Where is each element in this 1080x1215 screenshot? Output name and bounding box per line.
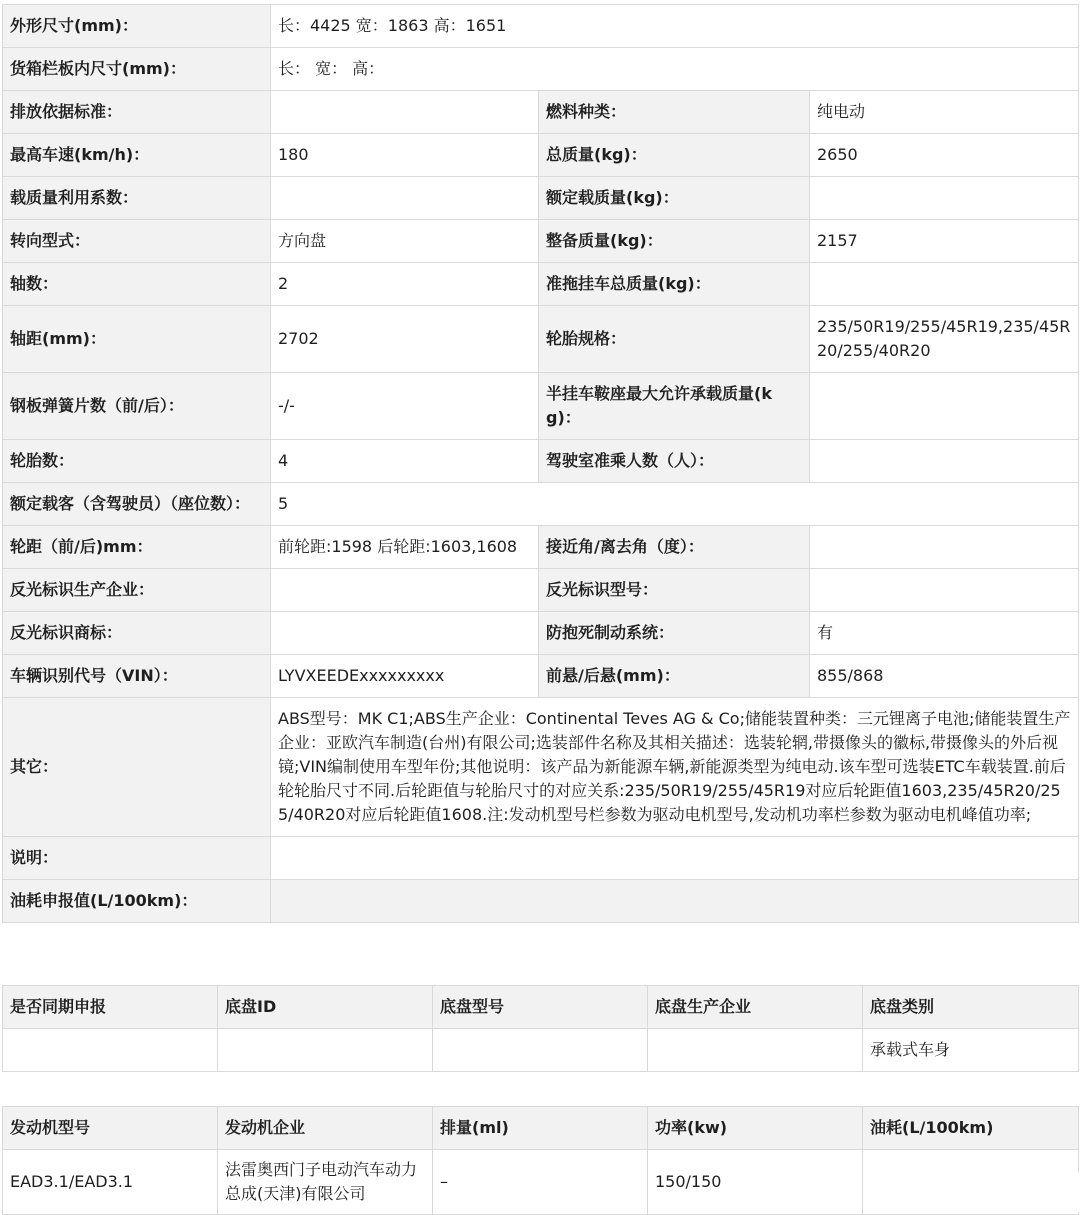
cab-occupants-label: 驾驶室准乘人数（人）： <box>539 440 810 483</box>
spec-row-tires <box>3 440 1079 483</box>
reflector-brand-value <box>271 612 539 655</box>
dimensions-label: 外形尺寸(mm)： <box>3 5 271 48</box>
reflector-model-label: 反光标识型号： <box>539 569 810 612</box>
engine-cell <box>863 1150 1079 1215</box>
chassis-header-cell: 底盘类别 <box>863 986 1079 1029</box>
spec-row-dimensions <box>3 5 1079 48</box>
spec-row-note <box>3 837 1079 880</box>
rated-load-label: 额定载质量(kg)： <box>539 177 810 220</box>
engine-cell: EAD3.1/EAD3.1 <box>3 1150 218 1215</box>
approach-angle-value <box>810 526 1079 569</box>
chassis-cell: 承载式车身 <box>863 1029 1079 1072</box>
spec-row-load <box>3 177 1079 220</box>
engine-header-cell: 功率(kw) <box>648 1107 863 1150</box>
spec-row-reflector-brand <box>3 612 1079 655</box>
curb-mass-value: 2157 <box>810 220 1079 263</box>
engine-header-cell: 发动机型号 <box>3 1107 218 1150</box>
spec-row-other <box>3 698 1079 837</box>
spec-row-track <box>3 526 1079 569</box>
track-width-label: 轮距（前/后)mm： <box>3 526 271 569</box>
vin-label: 车辆识别代号（VIN）： <box>3 655 271 698</box>
axles-value: 2 <box>271 263 539 306</box>
chassis-table <box>2 985 1079 1072</box>
other-value: ABS型号：MK C1;ABS生产企业：Continental Teves AG & Co;储能装置种类：三元锂离子电池;储能装置生产企业：亚欧汽车制造(台州)有限公司;选装部件名称及其相关描述：选装轮辋,带摄像头的徽标,带摄像头的外后视镜;VIN编制使用车型年份;其他说明：该产品为新能源车辆,新能源类型为纯电动.该车型可选装ETC车载装置.前后轮轮胎尺寸不同.后轮距值与轮胎尺寸的对应关系:235/50R19/255/45R19对应后轮距值1603,235/45R20/255/40R20对应后轮距值1608.注:发动机型号栏参数为驱动电机型号,发动机功率栏参数为驱动电机峰值功率; <box>271 698 1079 837</box>
other-label: 其它： <box>3 698 271 837</box>
chassis-cell <box>3 1029 218 1072</box>
chassis-header-cell: 底盘ID <box>218 986 433 1029</box>
overhang-value: 855/868 <box>810 655 1079 698</box>
engine-header-row <box>3 1107 1079 1150</box>
saddle-load-label: 半挂车鞍座最大允许承载质量(kg)： <box>539 373 810 440</box>
wheelbase-label: 轴距(mm)： <box>3 306 271 373</box>
tire-spec-label: 轮胎规格： <box>539 306 810 373</box>
cab-occupants-value <box>810 440 1079 483</box>
leaf-spring-value: -/- <box>271 373 539 440</box>
spec-row-reflector-maker <box>3 569 1079 612</box>
chassis-header-cell: 底盘生产企业 <box>648 986 863 1029</box>
chassis-data-row <box>3 1029 1079 1072</box>
spec-row-speed <box>3 134 1079 177</box>
saddle-load-value <box>810 373 1079 440</box>
max-speed-value: 180 <box>271 134 539 177</box>
trailer-mass-value <box>810 263 1079 306</box>
trailer-mass-label: 准拖挂车总质量(kg)： <box>539 263 810 306</box>
leaf-spring-label: 钢板弹簧片数（前/后）： <box>3 373 271 440</box>
approach-angle-label: 接近角/离去角（度）： <box>539 526 810 569</box>
reflector-maker-label: 反光标识生产企业： <box>3 569 271 612</box>
vehicle-spec-table <box>2 4 1079 923</box>
chassis-cell <box>648 1029 863 1072</box>
cargo-dimensions-label: 货箱栏板内尺寸(mm)： <box>3 48 271 91</box>
reflector-model-value <box>810 569 1079 612</box>
axles-label: 轴数： <box>3 263 271 306</box>
tire-count-label: 轮胎数： <box>3 440 271 483</box>
dimensions-value: 长：4425 宽：1863 高：1651 <box>271 5 1079 48</box>
spec-row-wheelbase <box>3 306 1079 373</box>
total-mass-label: 总质量(kg)： <box>539 134 810 177</box>
fuel-declared-label: 油耗申报值(L/100km)： <box>3 880 271 923</box>
spec-row-cargo <box>3 48 1079 91</box>
engine-cell: 150/150 <box>648 1150 863 1215</box>
chassis-cell <box>433 1029 648 1072</box>
spec-row-steering <box>3 220 1079 263</box>
track-width-value: 前轮距:1598 后轮距:1603,1608 <box>271 526 539 569</box>
curb-mass-label: 整备质量(kg)： <box>539 220 810 263</box>
emission-standard-label: 排放依据标准： <box>3 91 271 134</box>
engine-header-cell: 油耗(L/100km) <box>863 1107 1079 1150</box>
engine-data-row <box>3 1150 1079 1215</box>
load-utilization-value <box>271 177 539 220</box>
engine-header-cell: 排量(ml) <box>433 1107 648 1150</box>
tire-count-value: 4 <box>271 440 539 483</box>
tire-spec-value: 235/50R19/255/45R19,235/45R20/255/40R20 <box>810 306 1079 373</box>
emission-standard-value <box>271 91 539 134</box>
spec-row-vin <box>3 655 1079 698</box>
engine-cell: – <box>433 1150 648 1215</box>
reflector-maker-value <box>271 569 539 612</box>
spec-row-passengers <box>3 483 1079 526</box>
max-speed-label: 最高车速(km/h)： <box>3 134 271 177</box>
spec-row-spring <box>3 373 1079 440</box>
steering-type-value: 方向盘 <box>271 220 539 263</box>
spec-row-axles <box>3 263 1079 306</box>
reflector-brand-label: 反光标识商标： <box>3 612 271 655</box>
cargo-dimensions-value: 长： 宽： 高： <box>271 48 1079 91</box>
rated-passengers-label: 额定载客（含驾驶员）（座位数）： <box>3 483 271 526</box>
note-value <box>271 837 1079 880</box>
chassis-header-cell: 底盘型号 <box>433 986 648 1029</box>
overhang-label: 前悬/后悬(mm)： <box>539 655 810 698</box>
rated-passengers-value: 5 <box>271 483 1079 526</box>
load-utilization-label: 载质量利用系数： <box>3 177 271 220</box>
spec-row-fuel-declared <box>3 880 1079 923</box>
fuel-declared-value <box>271 880 1079 923</box>
spec-row-emission <box>3 91 1079 134</box>
rated-load-value <box>810 177 1079 220</box>
steering-type-label: 转向型式： <box>3 220 271 263</box>
wheelbase-value: 2702 <box>271 306 539 373</box>
chassis-cell <box>218 1029 433 1072</box>
abs-value: 有 <box>810 612 1079 655</box>
engine-table <box>2 1106 1079 1215</box>
engine-cell: 法雷奥西门子电动汽车动力总成(天津)有限公司 <box>218 1150 433 1215</box>
engine-header-cell: 发动机企业 <box>218 1107 433 1150</box>
abs-label: 防抱死制动系统： <box>539 612 810 655</box>
chassis-header-cell: 是否同期申报 <box>3 986 218 1029</box>
total-mass-value: 2650 <box>810 134 1079 177</box>
fuel-type-label: 燃料种类： <box>539 91 810 134</box>
fuel-type-value: 纯电动 <box>810 91 1079 134</box>
chassis-header-row <box>3 986 1079 1029</box>
note-label: 说明： <box>3 837 271 880</box>
vin-value: LYVXEEDExxxxxxxxx <box>271 655 539 698</box>
